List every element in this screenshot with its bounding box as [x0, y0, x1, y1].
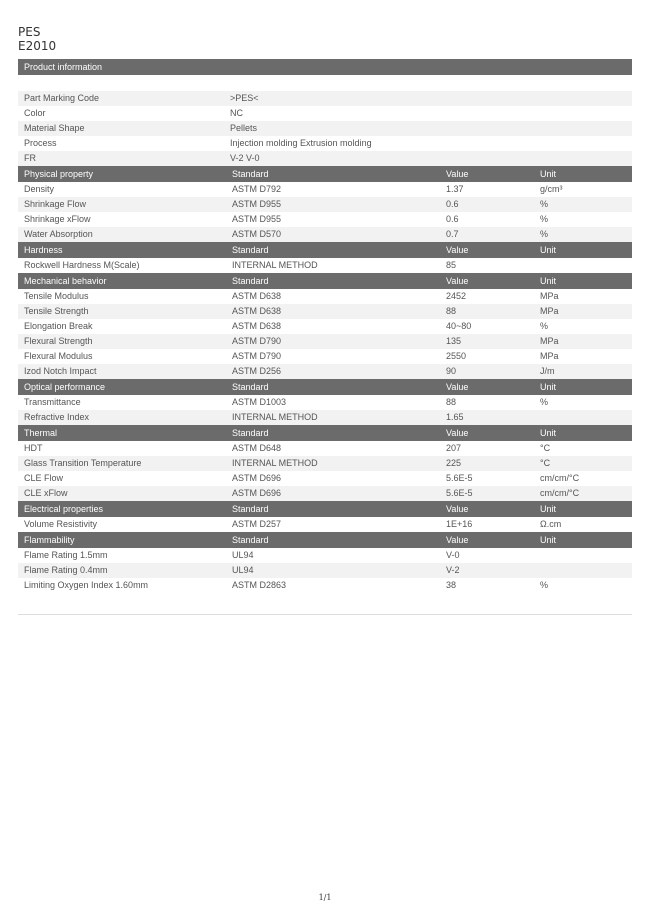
property-name: Shrinkage xFlow	[24, 214, 91, 224]
property-row	[18, 486, 632, 501]
property-name: Glass Transition Temperature	[24, 458, 142, 468]
property-name: Flexural Strength	[24, 336, 93, 346]
table-bottom-rule	[18, 614, 632, 615]
property-name: Tensile Modulus	[24, 291, 89, 301]
property-unit: %	[540, 214, 549, 224]
property-name: HDT	[24, 443, 43, 453]
property-unit: %	[540, 321, 549, 331]
column-unit: Unit	[540, 382, 557, 392]
property-standard: ASTM D1003	[232, 397, 287, 407]
property-row	[18, 212, 632, 227]
property-unit: %	[540, 397, 549, 407]
property-unit: cm/cm/°C	[540, 473, 580, 483]
column-standard: Standard	[232, 428, 269, 438]
property-value: 135	[446, 336, 462, 346]
property-unit: °C	[540, 458, 551, 468]
property-row	[18, 548, 632, 563]
property-standard: ASTM D792	[232, 184, 282, 194]
column-unit: Unit	[540, 504, 557, 514]
property-unit: MPa	[540, 351, 559, 361]
info-value: Injection molding Extrusion molding	[230, 138, 372, 148]
property-standard: INTERNAL METHOD	[232, 260, 318, 270]
property-name: Elongation Break	[24, 321, 93, 331]
property-unit: °C	[540, 443, 551, 453]
section-title: Mechanical behavior	[24, 276, 107, 286]
column-value: Value	[446, 504, 469, 514]
property-row	[18, 258, 632, 273]
property-row	[18, 456, 632, 471]
info-value: >PES<	[230, 93, 259, 103]
info-label: FR	[24, 153, 36, 163]
property-value: 1.37	[446, 184, 464, 194]
property-row	[18, 441, 632, 456]
property-name: Limiting Oxygen Index 1.60mm	[24, 580, 149, 590]
section-header	[18, 532, 632, 548]
property-standard: ASTM D570	[232, 229, 282, 239]
property-name: Shrinkage Flow	[24, 199, 87, 209]
property-row	[18, 289, 632, 304]
info-value: NC	[230, 108, 243, 118]
property-row	[18, 227, 632, 242]
section-title: Electrical properties	[24, 504, 104, 514]
property-name: CLE Flow	[24, 473, 64, 483]
property-row	[18, 563, 632, 578]
property-value: 40~80	[446, 321, 472, 331]
property-standard: ASTM D257	[232, 519, 282, 529]
property-unit: %	[540, 580, 549, 590]
info-label: Process	[24, 138, 57, 148]
property-standard: ASTM D648	[232, 443, 282, 453]
column-unit: Unit	[540, 276, 557, 286]
column-standard: Standard	[232, 169, 269, 179]
column-standard: Standard	[232, 276, 269, 286]
property-name: Water Absorption	[24, 229, 93, 239]
section-title: Optical performance	[24, 382, 106, 392]
property-standard: ASTM D2863	[232, 580, 287, 590]
property-value: 2550	[446, 351, 467, 361]
property-value: 2452	[446, 291, 467, 301]
property-row	[18, 304, 632, 319]
property-name: Tensile Strength	[24, 306, 89, 316]
info-row	[18, 121, 632, 136]
property-standard: ASTM D638	[232, 321, 282, 331]
property-standard: ASTM D955	[232, 214, 282, 224]
property-value: 90	[446, 366, 457, 376]
property-name: Izod Notch Impact	[24, 366, 97, 376]
property-name: Density	[24, 184, 55, 194]
property-unit: %	[540, 199, 549, 209]
info-row	[18, 91, 632, 106]
property-value: 1.65	[446, 412, 464, 422]
column-value: Value	[446, 245, 469, 255]
section-header-product-information	[18, 59, 632, 75]
info-label: Material Shape	[24, 123, 85, 133]
column-standard: Standard	[232, 535, 269, 545]
column-value: Value	[446, 382, 469, 392]
property-value: 225	[446, 458, 462, 468]
column-unit: Unit	[540, 245, 557, 255]
section-title: Thermal	[24, 428, 58, 438]
property-value: 1E+16	[446, 519, 473, 529]
column-standard: Standard	[232, 245, 269, 255]
property-standard: ASTM D696	[232, 473, 282, 483]
section-title: Product information	[24, 62, 103, 72]
info-label: Part Marking Code	[24, 93, 100, 103]
property-row	[18, 517, 632, 532]
material-name: PES	[18, 25, 41, 39]
property-standard: INTERNAL METHOD	[232, 412, 318, 422]
property-row	[18, 319, 632, 334]
property-unit: cm/cm/°C	[540, 488, 580, 498]
property-value: 207	[446, 443, 462, 453]
property-standard: ASTM D790	[232, 351, 282, 361]
property-value: V-2	[446, 565, 460, 575]
property-value: 0.7	[446, 229, 459, 239]
section-header	[18, 425, 632, 441]
property-name: Volume Resistivity	[24, 519, 98, 529]
column-unit: Unit	[540, 428, 557, 438]
property-row	[18, 197, 632, 212]
property-standard: UL94	[232, 565, 254, 575]
property-standard: ASTM D955	[232, 199, 282, 209]
property-row	[18, 334, 632, 349]
property-value: 5.6E-5	[446, 473, 473, 483]
property-row	[18, 578, 632, 593]
property-row	[18, 349, 632, 364]
section-header	[18, 273, 632, 289]
property-name: Transmittance	[24, 397, 81, 407]
property-row	[18, 182, 632, 197]
property-unit: MPa	[540, 336, 559, 346]
section-header	[18, 379, 632, 395]
column-standard: Standard	[232, 382, 269, 392]
property-unit: MPa	[540, 291, 559, 301]
column-standard: Standard	[232, 504, 269, 514]
property-unit: %	[540, 229, 549, 239]
property-value: 5.6E-5	[446, 488, 473, 498]
property-row	[18, 471, 632, 486]
column-value: Value	[446, 169, 469, 179]
property-value: V-0	[446, 550, 460, 560]
column-unit: Unit	[540, 169, 557, 179]
property-value: 38	[446, 580, 457, 590]
property-standard: INTERNAL METHOD	[232, 458, 318, 468]
info-value: Pellets	[230, 123, 258, 133]
property-value: 85	[446, 260, 457, 270]
property-standard: ASTM D638	[232, 306, 282, 316]
property-value: 0.6	[446, 214, 459, 224]
property-name: Flame Rating 0.4mm	[24, 565, 108, 575]
page-number: 1/1	[318, 893, 332, 902]
property-value: 88	[446, 397, 457, 407]
info-row	[18, 136, 632, 151]
column-unit: Unit	[540, 535, 557, 545]
column-value: Value	[446, 276, 469, 286]
property-name: Refractive Index	[24, 412, 90, 422]
info-label: Color	[24, 108, 46, 118]
property-name: Rockwell Hardness M(Scale)	[24, 260, 140, 270]
property-value: 88	[446, 306, 457, 316]
section-header	[18, 501, 632, 517]
column-value: Value	[446, 535, 469, 545]
property-unit: MPa	[540, 306, 559, 316]
property-standard: ASTM D790	[232, 336, 282, 346]
property-unit: J/m	[540, 366, 555, 376]
info-row	[18, 106, 632, 121]
section-header	[18, 242, 632, 258]
property-row	[18, 395, 632, 410]
document-title	[18, 25, 56, 53]
grade-name: E2010	[18, 39, 57, 53]
property-name: Flexural Modulus	[24, 351, 93, 361]
property-standard: ASTM D256	[232, 366, 282, 376]
section-title: Physical property	[24, 169, 94, 179]
property-name: Flame Rating 1.5mm	[24, 550, 108, 560]
property-standard: ASTM D638	[232, 291, 282, 301]
property-unit: g/cm³	[540, 184, 563, 194]
property-value: 0.6	[446, 199, 459, 209]
column-value: Value	[446, 428, 469, 438]
property-standard: UL94	[232, 550, 254, 560]
info-row	[18, 151, 632, 166]
section-title: Hardness	[24, 245, 63, 255]
section-title: Flammability	[24, 535, 75, 545]
property-name: CLE xFlow	[24, 488, 68, 498]
info-value: V-2 V-0	[230, 153, 260, 163]
property-unit: Ω.cm	[540, 519, 562, 529]
property-standard: ASTM D696	[232, 488, 282, 498]
section-header	[18, 166, 632, 182]
property-row	[18, 364, 632, 379]
property-row	[18, 410, 632, 425]
